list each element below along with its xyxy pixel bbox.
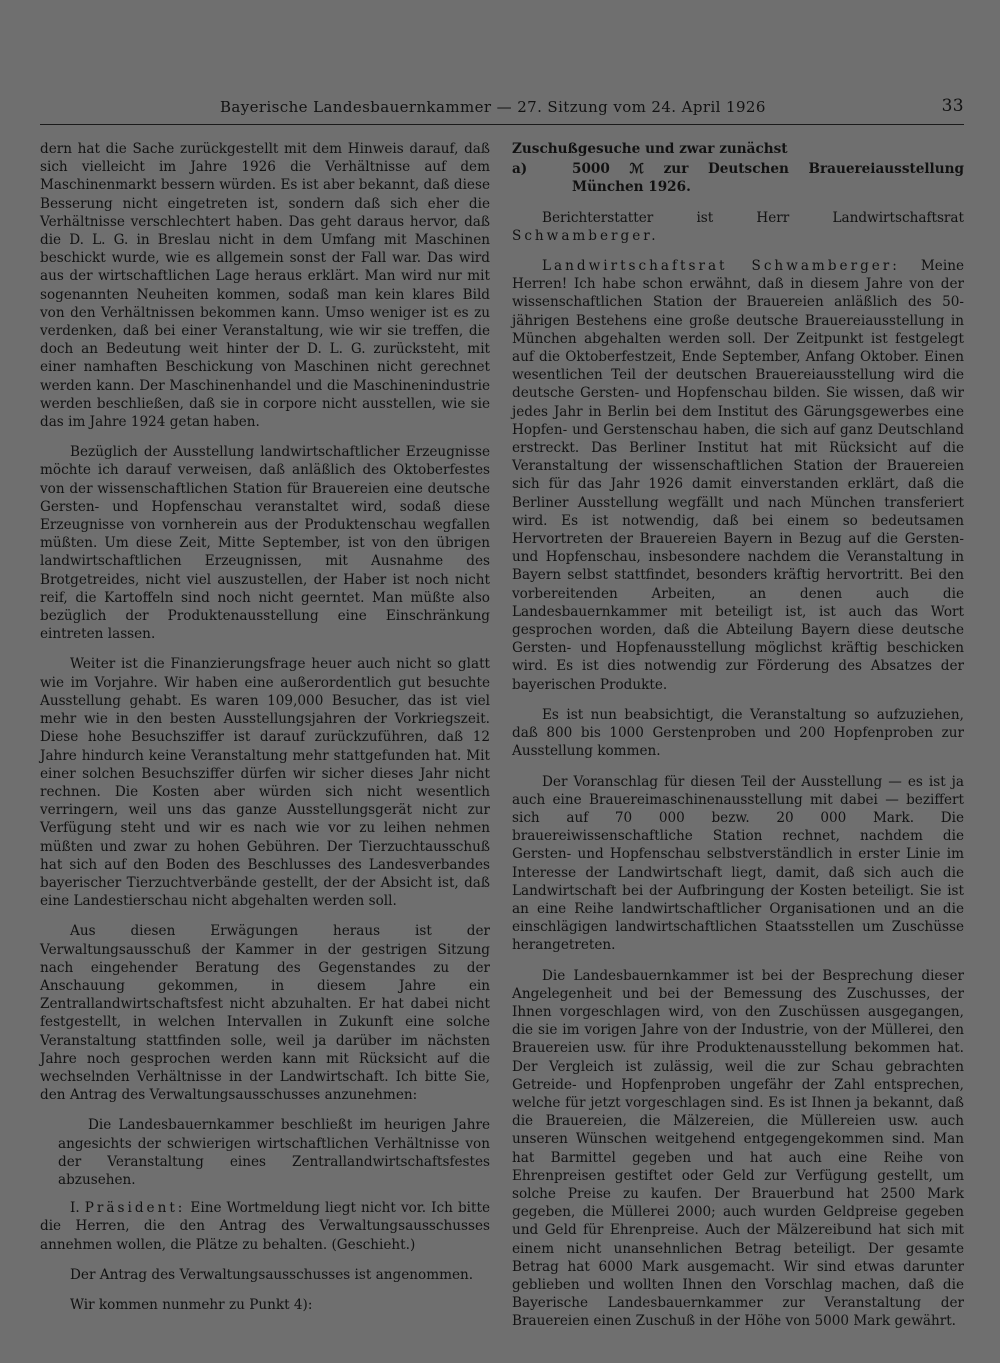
speaker-name: Landwirtschaftsrat Schwamberger: (542, 258, 900, 275)
motion-block (40, 1116, 490, 1189)
paragraph: Aus diesen Erwägungen heraus ist der Verwaltungsausschuß der Kammer in der gestrigen Sitzung nach eingehender Beratung des Gegenstandes zu der Anschauung gekommen, in diesem Jahre ein Zentrallandwirtschaftsfest nicht abzuhalten. Er hat dabei nicht festgestellt, in welchen Intervallen in Zukunft eine solche Veranstaltung stattfinden solle, weil ja darüber im nächsten Jahre noch gesprochen werden kann mit Rücksicht auf die wechselnden Verhältnisse in der Landwirtschaft. Ich bitte Sie, den Antrag des Verwaltungsausschusses anzunehmen: (40, 923, 490, 1104)
motion-text: Die Landesbauernkammer beschließt im heurigen Jahre angesichts der schwierigen wirtschaftlichen Verhältnisse von der Veranstaltung eines Zentrallandwirtschaftsfestes abzusehen. (58, 1117, 490, 1188)
subitem-label: a) (512, 161, 528, 178)
subitem-amount: 5000 ℳ (572, 161, 644, 178)
left-column (40, 140, 490, 1326)
running-title: Bayerische Landesbauernkammer — 27. Sitzung vom 24. April 1926 (220, 98, 766, 116)
right-column (512, 140, 964, 1343)
agenda-subitem (512, 160, 964, 196)
speech-paragraph: Die Landesbauernkammer ist bei der Besprechung dieser Angelegenheit und bei der Bemessung des Zuschusses, der Ihnen vorgeschlagen wird, von den Zuschüssen ausgegangen, die sie im vorigen Jahre von der Industrie, von der Müllerei, den Brauereien usw. für ihre Produktenausstellung bekommen hat. Der Vergleich ist zulässig, weil die zur Schau gebrachten Getreide- und Hopfenproben ungefähr der Zahl entsprechen, welche für jetzt vorgeschlagen sind. Es ist Ihnen ja bekannt, daß die Brauereien, die Mälzereien, die Müllereien usw. auch unseren Wünschen weitgehend entgegengekommen sind. Man hat Barmittel gegeben und hat auch eine Reihe von Ehrenpreisen gestiftet oder Geld zur Verfügung gestellt, um solche Preise zu kaufen. Der Brauerbund hat 2500 Mark gegeben, die Müllerei 2000; auch wurden Geldpreise gegeben und Geld für Ehrenpreise. Auch der Mälzereibund hat sich mit einem nicht unansehnlichen Betrag beteiligt. Der gesamte Betrag hat 6000 Mark ausgemacht. Wir sind etwas darunter geblieben und wollten Ihnen den Vorschlag machen, daß die Bayerische Landesbauernkammer zur Veranstaltung der Brauereien einen Zuschuß in der Höhe von 5000 Mark gewährt. (512, 967, 964, 1330)
paragraph: Bezüglich der Ausstellung landwirtschaftlicher Erzeugnisse möchte ich darauf verweisen, daß anläßlich des Oktoberfestes von der wissenschaftlichen Station für Brauereien eine deutsche Gersten- und Hopfenschau veranstaltet wird, sodaß diese Erzeugnisse von vornherein aus der Produktenschau wegfallen müßten. Um diese Zeit, Mitte September, ist von den übrigen landwirtschaftlichen Erzeugnissen, mit Ausnahme des Brotgetreides, nicht viel auszustellen, der Haber ist noch nicht reif, die Kartoffeln sind noch nicht geerntet. Man müßte also bezüglich der Produktenausstellung eine Einschränkung eintreten lassen. (40, 444, 490, 643)
page-header (40, 96, 964, 122)
speaker-name: Präsident: (84, 1200, 186, 1217)
item-number: I. (70, 1200, 85, 1217)
page-number: 33 (941, 96, 964, 116)
speech-paragraph (512, 257, 964, 694)
section-heading: Zuschußgesuche und zwar zunächst (512, 141, 788, 157)
statement-text: Eine Wortmeldung liegt nicht vor. Ich bitte die Herren, die den Antrag des Verwaltungsausschusses annehmen wollen, die Plätze zu behalten. (Geschieht.) (40, 1200, 490, 1253)
speech-paragraph: Der Voranschlag für diesen Teil der Ausstellung — es ist ja auch eine Brauereimaschinenausstellung mit dabei — beziffert sich auf 70 000 bezw. 20 000 Mark. Die brauereiwissenschaftliche Station rechnet, nachdem die Gersten- und Hopfenschau selbstverständlich in erster Linie im Interesse der Landwirtschaft liegt, damit, daß sich auch die Landwirtschaft bei der Aufbringung der Kosten beteiligt. Sie ist an eine Reihe landwirtschaftlicher Organisationen und an die einschlägigen landwirtschaftlichen Staatsstellen um Zuschüsse herangetreten. (512, 773, 964, 954)
reporter-name: Schwamberger. (512, 227, 659, 244)
reporter-lead: Berichterstatter ist Herr Landwirtschaftsrat (542, 209, 964, 226)
paragraph: Wir kommen nunmehr zu Punkt 4): (70, 1296, 313, 1313)
paragraph: Der Antrag des Verwaltungsausschusses ist angenommen. (70, 1266, 474, 1283)
president-statement (40, 1199, 490, 1254)
paragraph: Weiter ist die Finanzierungsfrage heuer auch nicht so glatt wie im Vorjahre. Wir haben eine außerordentlich gut besuchte Ausstellung gehabt. Es waren 109,000 Besucher, das ist viel mehr wie in den besten Ausstellungsjahren der Vorkriegszeit. Diese hohe Besuchsziffer ist darauf zurückzuführen, daß 12 Jahre hindurch keine Veranstaltung mehr stattgefunden hat. Mit einer solchen Besuchsziffer dürfen wir sicher dieses Jahr nicht rechnen. Die Kosten aber würden sich nicht wesentlich verringern, weil uns das ganze Ausstellungsgerät nicht zur Verfügung steht und wir es nach wie vor zu leihen nehmen müßten und zwar zu hohen Gebühren. Der Tierzuchtausschuß hat sich auf den Boden des Beschlusses des Landesverbandes bayerischer Tierzuchtverbände gestellt, der der Absicht ist, daß eine Landestierschau nicht abgehalten werden soll. (40, 656, 490, 910)
subitem-title: zur Deutschen Brauereiausstellung München 1926. (572, 161, 964, 196)
speech-text: Meine Herren! Ich habe schon erwähnt, daß in diesem Jahre von der wissenschaftlichen Station der Brauereien anläßlich des 50-jährigen Bestehens eine große deutsche Brauereiausstellung in München abgehalten werden soll. Der Zeitpunkt ist festgelegt auf die Oktoberfestzeit, Ende September, Anfang Oktober. Einen wesentlichen Teil der deutschen Brauereiausstellung wird die deutsche Gersten- und Hopfenschau bilden. Sie wissen, daß wir jedes Jahr in Berlin bei dem Institut des Gärungsgewerbes eine Hopfen- und Gerstenschau haben, die sich auf ganz Deutschland erstreckt. Das Berliner Institut hat mit Rücksicht auf die Veranstaltung der wissenschaftlichen Station der Brauereien sich für das Jahr 1926 damit einverstanden erklärt, daß die Berliner Ausstellung wegfällt und nach München transferiert wird. Es ist notwendig, daß bei einem so bedeutsamen Hervortreten der Brauereien Bayern in Bezug auf die Gersten- und Hopfenschau, insbesondere nachdem die Veranstaltung in Bayern selbst stattfindet, besonders kräftig hervortritt. Bei den vorbereitenden Arbeiten, an denen auch die Landesbauernkammer mit beteiligt ist, ist auch das Wort gesprochen worden, daß die Abteilung Bayern diese deutsche Gersten- und Hopfenausstellung möglichst kräftig beschicken wird. Es ist dies notwendig zur Förderung des Absatzes der bayerischen Produkte. (512, 258, 964, 693)
reporter-line (512, 209, 964, 245)
header-rule (40, 124, 964, 125)
paragraph: dern hat die Sache zurückgestellt mit dem Hinweis darauf, daß sich vielleicht im Jahre 1926 die Verhältnisse auf dem Maschinenmarkt bessern würden. Es ist aber bekannt, daß diese Besserung nicht eingetreten ist, sondern daß sich eher die Verhältnisse verschlechtert haben. Das geht daraus hervor, daß die D. L. G. in Breslau nicht in dem Umfang mit Maschinen beschickt wurde, wie es allgemein sonst der Fall war. Das wird aus der wirtschaftlichen Lage heraus erklärt. Man wird nur mit sogenannten Neuheiten kommen, sodaß man kein klares Bild von den Verhältnissen bekommen kann. Umso weniger ist es zu verdenken, daß bei einer Veranstaltung, wie wir sie treffen, die doch an Bedeutung weit hinter der D. L. G. zurücksteht, mit einer namhaften Beschickung von Maschinen nicht gerechnet werden kann. Der Maschinenhandel und die Maschinenindustrie werden beschließen, daß sie in corpore nicht ausstellen, wie sie das im Jahre 1924 getan haben. (40, 141, 490, 431)
speech-paragraph: Es ist nun beabsichtigt, die Veranstaltung so aufzuziehen, daß 800 bis 1000 Gerstenproben und 200 Hopfenproben zur Ausstellung kommen. (512, 706, 964, 760)
